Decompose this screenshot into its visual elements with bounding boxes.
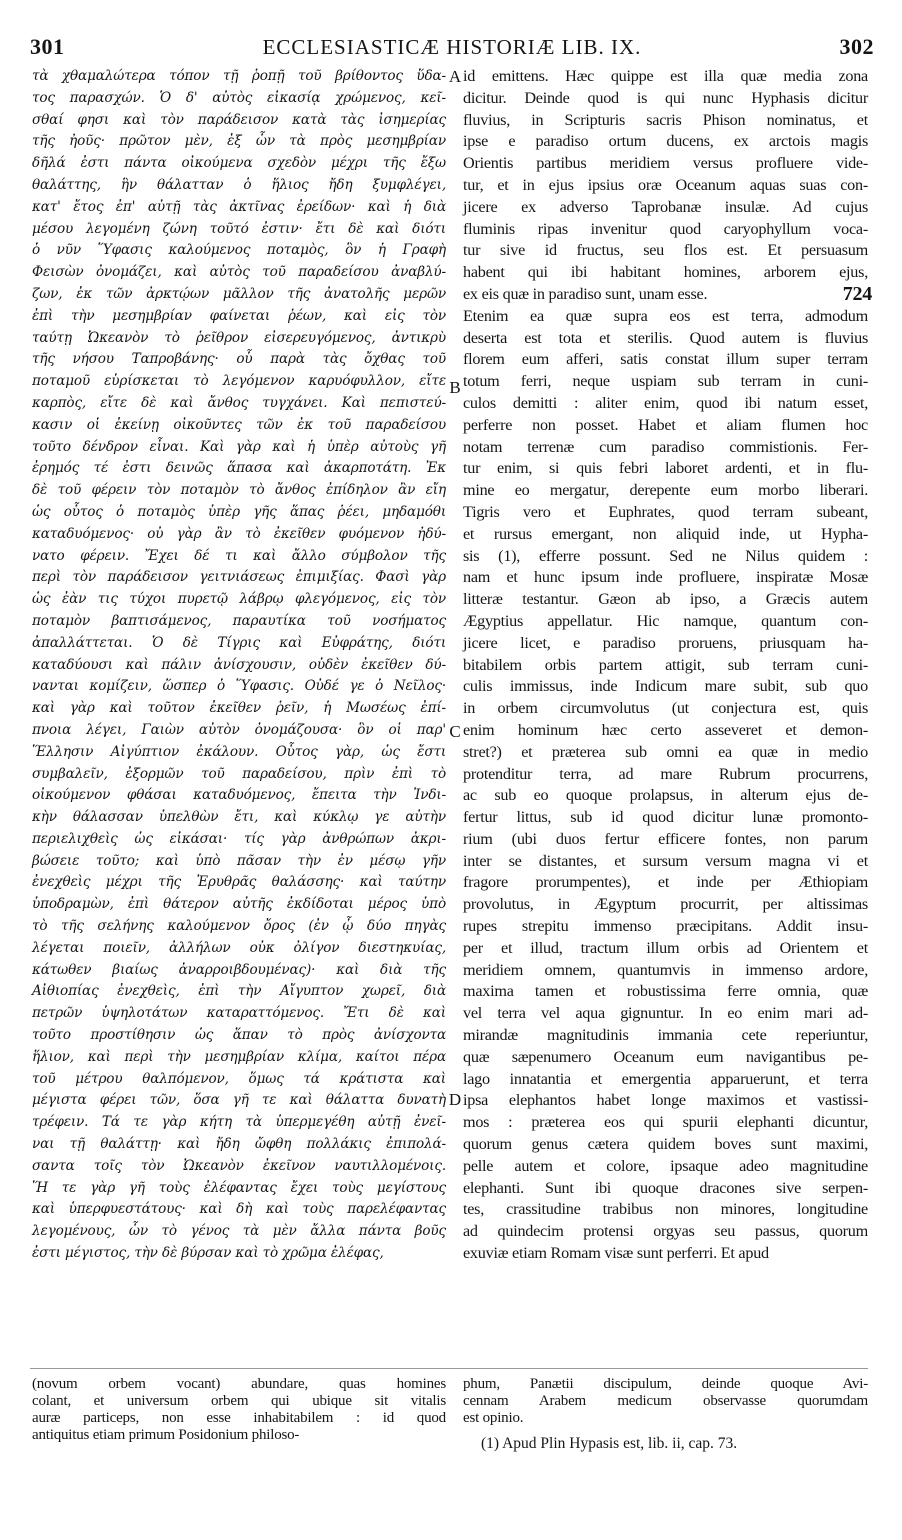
note-line: cennam Arabem medicum observasse quorumdam — [463, 1393, 868, 1409]
page-number-left: 301 — [30, 34, 65, 59]
greek-text-line: νατο φέρειν. Ἔχει δέ τι καὶ ἄλλο σύμβολον τῆς — [32, 547, 446, 564]
greek-text-line: θαλάττης, ἣν θάλατταν ὁ ἥλιος ἤδη ξυμφλέγει, — [32, 176, 446, 193]
latin-text-line: ipse e paradiso ortum ducens, ex arctois magis — [463, 132, 868, 151]
greek-text-line: σαντα τοῖς τὸν Ὠκεανὸν ἐκεῖνον ναυτιλλομένοις. — [32, 1157, 446, 1174]
note-line: auræ particeps, non esse inhabitabilem : id quod — [32, 1410, 446, 1426]
greek-text-line: ἐνεχθεὶς μέχρι τῆς Ἐρυθρᾶς θαλάσσης· καὶ ταύτην — [32, 874, 446, 891]
greek-text-line: σθαί φησι καὶ τὸν παράδεισον κατὰ τὰς ἰσημερίας — [32, 111, 446, 128]
latin-text-line: inter se distantes, et sursum versum magna vi et — [463, 851, 868, 870]
latin-text-line: fluminis ripas invenitur quod caryophyllum voca- — [463, 219, 868, 238]
greek-text-line: τοῦ μέτρου θαλπόμενον, ὅμως τά κράτιστα καὶ — [32, 1070, 446, 1087]
latin-text-line: exuviæ etiam Romam visæ sunt perferri. Et apud — [463, 1244, 769, 1263]
greek-text-line: ποταμοῦ εὑρίσκεται τὸ λεγόμενον καρυόφυλλον, εἴτε — [32, 373, 446, 390]
latin-text-line: Ægyptius appellatur. Hic namque, quantum con- — [463, 611, 868, 630]
greek-text-line: Αἰθιοπίας ἐνεχθεὶς, ἐπὶ τὴν Αἴγυπτον χωρεῖ, διὰ — [32, 983, 446, 1000]
greek-text-line: κατ' ἔτος ἐπ' αὐτῇ τὰς ἀκτῖνας ἐρείδων· καὶ ἡ διὰ — [32, 198, 446, 215]
greek-text-line: ὡς ἐὰν τις τύχοι πυρετῷ λάβρῳ φλεγόμενος, εἰς τὸν — [32, 591, 446, 608]
latin-text-line: notam terrenæ cum paradiso commistionis. Fer- — [463, 437, 868, 456]
note-line: antiquitus etiam primum Posidonium philoso- — [32, 1427, 300, 1443]
latin-text-line: fragore prorumpentes), et inde per Æthiopiam — [463, 873, 868, 892]
latin-text-line: tes, crassitudine trabibus non minores, longitudine — [463, 1200, 868, 1219]
greek-text-line: δὲ τοῦ φέρειν τὸν ποταμὸν τὸ ἄνθος ἐπίδηλον ἂν εἴη — [32, 482, 446, 499]
latin-text-line: Etenim ea quæ supra eos est terra, admodum — [463, 306, 868, 325]
running-title: ECCLESIASTICÆ HISTORIÆ LIB. IX. — [262, 35, 642, 59]
greek-text-line: περιελιχθεὶς ὡς εἰκάσαι· τίς γὰρ ἀνθρώπων ἀκρι- — [32, 830, 446, 847]
greek-text-line: ἐπὶ τὴν μεσημβρίαν φαίνεται ῥέων, καὶ εἰς τὸν — [32, 307, 446, 324]
section-marker-d: D — [448, 1090, 462, 1109]
latin-text-line: meridiem omnem, quantumvis in immenso ardore, — [463, 960, 868, 979]
latin-text-line: provolutus, in Ægyptum procurrit, per altissimas — [463, 895, 868, 914]
latin-text-line: culos demitti : aliter enim, quod ibi natum esset, — [463, 393, 868, 412]
notes-left — [32, 1376, 446, 1444]
latin-text-line: jicere licet, e paradiso proruens, priusquam ha- — [463, 633, 868, 652]
latin-text-line: pelle autem et colore, ipsaque adeo magnitudine — [463, 1156, 868, 1175]
latin-text-line: quæ sæpenumero Oceanum eum navigantibus pe- — [463, 1047, 868, 1066]
latin-text-line: tur sive id fructus, seu flos est. Et persuasum — [463, 241, 868, 260]
section-marker-b: B — [449, 378, 461, 397]
greek-text-line: συμβαλεῖν, ἐξορμῶν τοῦ παραδείσου, πρὶν ἐπὶ τὸ — [32, 765, 446, 782]
greek-text-line: ζων, ἐκ τῶν ἀρκτῴων μᾶλλον τῆς ἀνατολῆς μερῶν — [32, 285, 446, 302]
latin-text-line: rium (ubi duos fertur efficere fontes, non parum — [463, 829, 868, 848]
greek-column — [32, 66, 446, 1265]
latin-text-line: perferre non posset. Habet et aliam flumen hoc — [463, 415, 868, 434]
greek-text-line: κασιν οἱ ἐκείνῃ οἰκοῦντες τῶν ἐκ τοῦ παραδείσου — [32, 416, 446, 433]
latin-text-line: vel terra vel aqua gignuntur. In eo enim mari ad- — [463, 1004, 868, 1023]
latin-text-line: in orbem circumvolutus (ut conjectura est, quis — [463, 699, 868, 718]
greek-text-line: οἰκούμενον φθάσαι καταδυόμενος, ἔπειτα τὴν Ἰνδι- — [32, 787, 446, 804]
greek-text-line: περὶ τὸν παράδεισον γειτνιάσεως ἐπιμιξίας. Φασὶ γὰρ — [32, 569, 446, 586]
greek-text-line: ταύτῃ Ὠκεανὸν τὸ ῥεῖθρον εἰσερευγόμενος, ἀντικρὺ — [32, 329, 446, 346]
greek-text-line: τοῦτο προστίθησιν ὡς ἅπαν τὸ πρὸς ἀνίσχοντα — [32, 1027, 446, 1044]
latin-text-line: protenditur terra, ad mare Rubrum procurrens, — [463, 764, 868, 783]
greek-text-line: Ἥ τε γὰρ γῆ τοὺς ἐλέφαντας ἔχει τοὺς μεγίστους — [32, 1179, 446, 1196]
latin-text-line: ac sub eo quoque prolapsus, in alterum ejus de- — [463, 786, 868, 805]
greek-text-line: καὶ γὰρ καὶ τοῦτον ἐκεῖθεν ῥεῖν, ἡ Μωσέως ἐπί- — [32, 700, 446, 717]
note-line: phum, Panætii discipulum, deinde quoque Avi- — [463, 1376, 868, 1392]
latin-text-line: tur enim, si quis febri laboret ardenti, et in flu- — [463, 459, 868, 478]
greek-text-line: ἀπαλλάττεται. Ὁ δὲ Τίγρις καὶ Εὐφράτης, διότι — [32, 634, 446, 651]
greek-text-line: καὶ ὑπερφυεστάτους· καὶ δὴ καὶ τοὺς παρελέφαντας — [32, 1201, 446, 1218]
greek-text-line: Φεισὼν ὀνομάζει, καὶ αὐτὸς τοῦ παραδείσου ἀναβλύ- — [32, 264, 446, 281]
greek-text-line: καρπὸς, εἴτε δὲ καὶ ἄνθος τυγχάνει. Καὶ πεπιστεύ- — [32, 394, 446, 411]
greek-text-line: τρέφειν. Τά τε γὰρ κήτη τὰ ὑπερμεγέθη αὐτῇ ἐνεῖ- — [32, 1114, 446, 1131]
latin-text-line: per et illud, tractum illum orbis ad Orientem et — [463, 938, 868, 957]
greek-text-line: τὰ χθαμαλώτερα τόπον τῇ ῥοπῇ τοῦ βρίθοντος ὕδα- — [32, 68, 446, 84]
note-line: (novum orbem vocant) abundare, quas homines — [32, 1376, 446, 1392]
latin-text-line: ipsa elephantos habet longe maximos et vastissi- — [463, 1091, 868, 1110]
greek-text-line: ὡς οὗτος ὁ ποταμὸς ὑπὲρ γῆς ἅπας ῥέει, μηδαμόθι — [32, 503, 446, 520]
greek-text-line: τοῦτο δένδρον εἶναι. Καὶ γὰρ καὶ ἡ ὑπὲρ αὐτοὺς γῆ — [32, 438, 446, 455]
latin-text-line: totum ferri, neque uspiam sub terram in cuni- — [463, 372, 868, 391]
greek-text-line: ναι τῇ θαλάττῃ· καὶ ἤδη ὤφθη πολλάκις ἐπιπολά- — [32, 1136, 446, 1153]
greek-text-line: λέγεται ποιεῖν, ἀλλήλων οὐκ ὀλίγον διεστηκυίας, — [32, 939, 446, 956]
greek-text-line: τῆς νήσου Ταπροβάνης· οὗ παρὰ τὰς ὄχθας τοῦ — [32, 351, 446, 368]
latin-text-line: Tigris vero et Euphrates, quod terram subeant, — [463, 502, 868, 521]
latin-text-line: litteræ testantur. Gæon ab ipso, a Græcis autem — [463, 590, 868, 609]
latin-text-line: stret?) et præterea sub omni ea quæ in medio — [463, 742, 868, 761]
section-marker-a: A — [448, 67, 462, 86]
greek-text-line: ἐστι μέγιστος, τὴν δὲ βύρσαν καὶ τὸ χρῶμα ἐλέφας, — [32, 1245, 384, 1262]
latin-text-line: fluvius, in Scripturis sacris Phison nominatus, et — [463, 110, 868, 129]
greek-text-line: πνοια λέγει, Γαιὼν αὐτὸν ὀνομάζουσα· ὃν οἱ παρ' — [32, 721, 446, 738]
greek-text-line: μέσου λεγομένη ζώνη τοῦτό ἐστιν· ἔτι δὲ καὶ διότι — [32, 220, 446, 237]
latin-column — [463, 66, 872, 1265]
greek-text-line: κάτωθεν βιαίως ἀναρροιβδουμένας)· καὶ διὰ τῆς — [32, 961, 446, 978]
latin-text-line: deserta est tota et sterilis. Quod autem is fluvius — [463, 328, 868, 347]
notes-divider — [30, 1368, 868, 1369]
greek-text-line: τος παρασχών. Ὁ δ' αὐτὸς εἰκασίᾳ χρώμενος, κεῖ- — [32, 89, 446, 106]
latin-text-line: dicitur. Deinde quod is qui nunc Hyphasis dicitur — [463, 88, 868, 107]
greek-text-line: καταδυόμενος· οὐ γὰρ ἂν τὸ ἐκεῖθεν φυόμενον ἠδύ- — [32, 525, 446, 542]
latin-text-line: mine eo mergatur, derepente eum morbo liberari. — [463, 481, 868, 500]
greek-text-line: ὁ νῦν Ὕφασις καλούμενος ποταμὸς, ὃν ἡ Γραφὴ — [32, 242, 446, 259]
page-number-right: 302 — [839, 34, 874, 59]
latin-text-line: nam et hunc ipsum inde profluere, inspiratæ Mosæ — [463, 568, 868, 587]
latin-text-line: ex eis quæ in paradiso sunt, unam esse. 724 — [463, 282, 872, 305]
latin-text-line: fertur littus, sub id quod dicitur lunæ promonto- — [463, 808, 868, 827]
latin-text-line: elephanti. Sunt ibi quoque dracones sive serpen- — [463, 1178, 868, 1197]
note-line: colant, et universum orbem qui ubique sit vitalis — [32, 1393, 446, 1409]
note-line: est opinio. — [463, 1410, 524, 1426]
footnote: (1) Apud Plin Hypasis est, lib. ii, cap. 73. — [481, 1435, 738, 1452]
greek-text-line: νανται κομίζειν, ὥσπερ ὁ Ὕφασις. Οὐδέ γε ὁ Νεῖλος· — [32, 678, 446, 695]
greek-text-line: Ἕλλησιν Αἰγύπτιον ἐκάλουν. Οὗτος γὰρ, ὡς ἔστι — [32, 743, 446, 760]
greek-text-line: καταδύουσι καὶ πάλιν ἀνίσχουσιν, οὐδὲν ἐκεῖθεν δύ- — [32, 656, 446, 673]
latin-text-line: culis immissus, inde Indicum mare subit, sub quo — [463, 677, 868, 696]
greek-text-line: τῆς ἠοῦς· πρῶτον μὲν, ἐξ ὧν τὰ πρὸς μεσημβρίαν — [32, 133, 446, 150]
latin-text-line: jicere ex adverso Taprobanæ insulæ. Ad cujus — [463, 197, 868, 216]
greek-text-line: ποταμὸν βαπτισάμενος, παραυτίκα τοῦ νοσήματος — [32, 612, 446, 629]
latin-text-line: maxima tamen et robustissima ferre omnia, quæ — [463, 982, 868, 1001]
latin-text-line: ad quindecim protensi orgyas seu passus, quorum — [463, 1222, 868, 1241]
running-head — [30, 34, 874, 60]
latin-text-line: et rursus emergant, non aliquid inde, ut Hypha- — [463, 524, 868, 543]
greek-text-line: ἐρημός τέ ἐστι δεινῶς ἅπασα καὶ ἀκαρποτάτη. Ἐκ — [32, 460, 446, 477]
latin-text-line: tur, et in ejus ipsius oræ Oceanum aquas suas con- — [463, 175, 868, 194]
greek-text-line: ὑποδραμὼν, ἐπὶ θάτερον αὐτῆς ἐκδίδοται μέρος ὑπὸ — [32, 896, 446, 913]
latin-text-line: bitabilem orbis partem attigit, sub terram cuni- — [463, 655, 868, 674]
greek-text-line: δῆλά ἐστι πάντα οἰκούμενα σχεδὸν μέχρι τῆς ἔξω — [32, 155, 446, 172]
latin-text-line: mos : præterea eos qui spurii elephanti dicuntur, — [463, 1113, 868, 1132]
latin-text-line: sis (1), efferre possunt. Sed ne Nilus quidem : — [463, 546, 868, 565]
greek-text-line: πετρῶν ὑψηλοτάτων καταραττόμενος. Ἔτι δὲ καὶ — [32, 1005, 446, 1022]
latin-text-line: quorum genus cætera quidem boves sunt maximi, — [463, 1135, 868, 1154]
latin-text-line: Orientis partibus meridiem versus profluere vide- — [463, 154, 868, 173]
latin-text-line: enim hominum hæc certo asseveret et demon- — [463, 720, 868, 739]
greek-text-line: κὴν θάλασσαν ὑπελθὼν ἔτι, καὶ κύκλῳ γε αὐτὴν — [32, 809, 446, 826]
greek-text-line: μέγιστα φέρει τῶν, ὅσα γῆ τε καὶ θάλαττα δυνατὴ — [32, 1092, 446, 1109]
latin-text-line: habent qui ibi habitant homines, arborem ejus, — [463, 263, 868, 282]
greek-text-line: τὸ τῆς σελήνης καλούμενον ὄρος (ἐν ᾧ δύο πηγὰς — [32, 918, 446, 935]
latin-text-line: florem eum afferi, satis constat illum super terram — [463, 350, 868, 369]
section-marker-c: C — [449, 722, 461, 741]
latin-text-line: mirandæ magnitudinis immania cete reperiuntur, — [463, 1026, 868, 1045]
latin-text-line: lago innatantia et emergentia apparuerunt, et terra — [463, 1069, 868, 1088]
margin-page-number: 724 — [842, 282, 872, 305]
latin-text-line: rupes strepitu immenso præcipitans. Addit insu- — [463, 917, 868, 936]
greek-text-line: βώσειε τοῦτο; καὶ ὑπὸ πᾶσαν τὴν ἐν μέσῳ γῆν — [32, 852, 446, 869]
latin-text-line: id emittens. Hæc quippe est illa quæ media zona — [463, 67, 868, 85]
greek-text-line: λεγομένους, ὧν τὸ γένος τὰ μὲν ἄλλα πάντα βοῦς — [32, 1223, 446, 1240]
notes-right — [463, 1376, 868, 1453]
greek-text-line: ἥλιον, καὶ περὶ τὴν μεσημβρίαν κλίμα, καίτοι πέρα — [32, 1048, 446, 1065]
